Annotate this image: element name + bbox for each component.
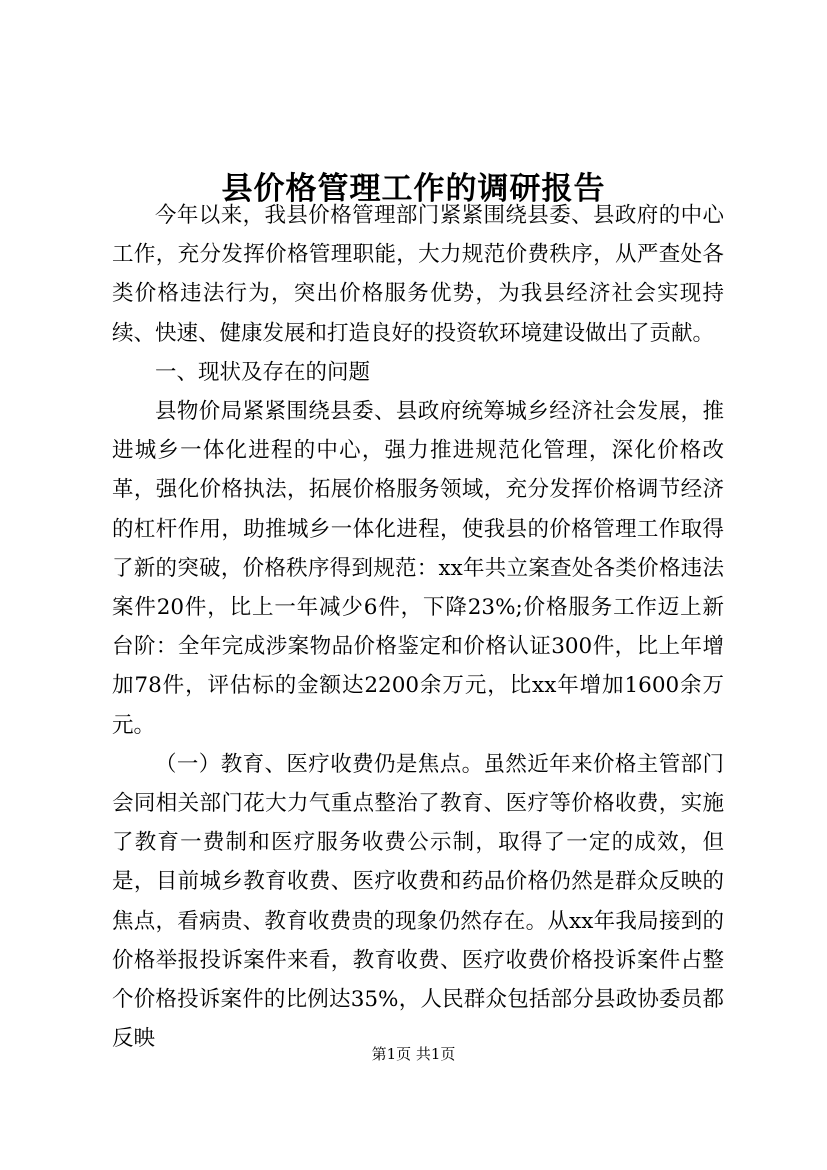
paragraph-intro: 今年以来，我县价格管理部门紧紧围绕县委、县政府的中心工作，充分发挥价格管理职能，大力规范价费秩序，从严查处各类价格违法行为，突出价格服务优势，为我县经济社会实现持续、快速、健康发展和打造良好的投资软环境建设做出了贡献。 [112, 203, 724, 346]
section-heading: 一、现状及存在的问题 [155, 359, 371, 385]
document-title: 县价格管理工作的调研报告 [221, 170, 606, 207]
paragraph-status: 县物价局紧紧围绕县委、县政府统筹城乡经济社会发展，推进城乡一体化进程的中心，强力推进规范化管理，深化价格改革，强化价格执法，拓展价格服务领域，充分发挥价格调节经济的杠杆作用，助推城乡一体化进程，使我县的价格管理工作取得了新的突破，价格秩序得到规范：xx年共立案查处各类价格违法案件20件，比上一年减少6件，下降23%;价格服务工作迈上新台阶：全年完成涉案物品价格鉴定和价格认证300件，比上年增加78件，评估标的金额达2200余万元，比xx年增加1600余万元。 [112, 399, 724, 738]
paragraph-education-medical: （一）教育、医疗收费仍是焦点。虽然近年来价格主管部门会同相关部门花大力气重点整治了教育、医疗等价格收费，实施了教育一费制和医疗服务收费公示制，取得了一定的成效，但是，目前城乡教育收费、医疗收费和药品价格仍然是群众反映的焦点，看病贵、教育收费贵的现象仍然存在。从xx年我局接到的价格举报投诉案件来看，教育收费、医疗收费价格投诉案件占整个价格投诉案件的比例达35%，人民群众包括部分县政协委员都反映 [112, 751, 724, 1052]
document-body [112, 196, 724, 1058]
page-footer: 第1页 共1页 [371, 1045, 456, 1063]
